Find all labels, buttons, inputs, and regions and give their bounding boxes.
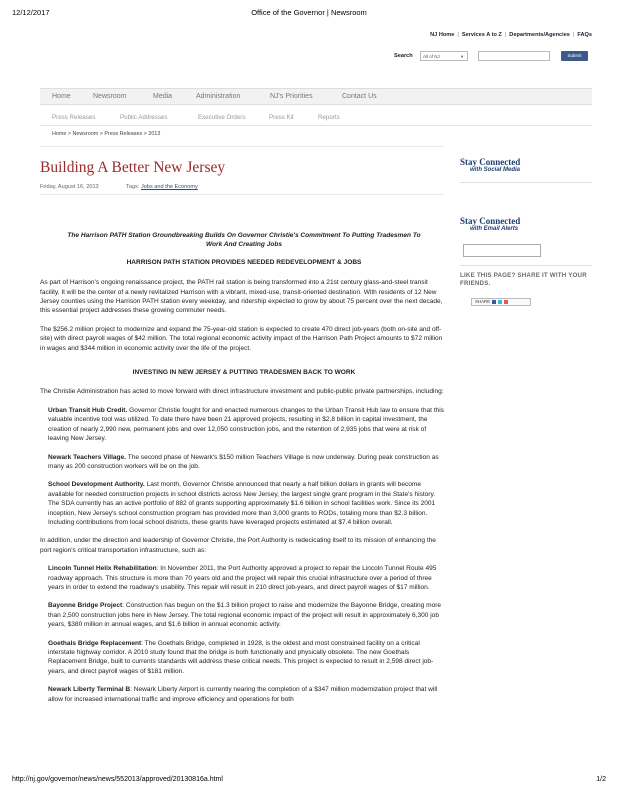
item-text: : Newark Liberty Airport is currently nearing the completion of a $347 million modernization project that will allow for increased international traffic and improve efficiency and operations for both	[48, 686, 438, 703]
print-url: http://nj.gov/governor/news/news/552013/approved/20130816a.html	[12, 776, 223, 783]
print-footer	[12, 776, 606, 786]
paragraph: As part of Harrison's ongoing renaissance project, the PATH rail station is being transformed into a 21st century glass-and-steel transit facility. It will be the center of a newly revitalized Harrison with a vibrant, mixed-use, transit-oriented destination. With residents of 12 New Jersey counties using the Harrison PATH station every weekday, and ridership expected to grow by about 75 percent over the next decade, this essential project addresses these growing commuter needs.	[40, 279, 443, 315]
faqs-link[interactable]: FAQs	[577, 32, 592, 38]
services-link[interactable]: Services A to Z	[461, 32, 502, 38]
email-input[interactable]	[463, 244, 541, 257]
subnav-press-releases[interactable]: Press Releases	[52, 114, 96, 121]
email-icon	[504, 300, 508, 304]
item-label: School Development Authority.	[48, 481, 145, 489]
subnav-press-kit[interactable]: Press Kit	[269, 114, 294, 121]
list-item	[48, 685, 448, 704]
chevron-down-icon: ▼	[460, 54, 464, 59]
article-date: Friday, August 16, 2013	[40, 184, 99, 190]
facebook-icon	[492, 300, 496, 304]
nav-newsroom[interactable]: Newsroom	[93, 93, 127, 100]
search-label: Search	[394, 53, 413, 59]
social-title: Stay Connected	[460, 157, 521, 167]
section-heading: INVESTING IN NEW JERSEY & PUTTING TRADESMEN BACK TO WORK	[132, 369, 356, 377]
item-label: Goethals Bridge Replacement	[48, 639, 142, 647]
item-label: Lincoln Tunnel Helix Rehabilitation	[48, 565, 157, 573]
item-text: Governor Christie fought for and enacted numerous changes to the Urban Transit Hub law to ensure that this valuable incentive tool was utilized. To date there have been 21 approved projects, resulting in $2.8 billion in capital investment, the creation of nearly 2,990 new, permanent jobs and over 12,050 construction jobs, and the retention of 2,935 jobs that were at risk of leaving New Jersey.	[48, 406, 444, 443]
nav-contact[interactable]: Contact Us	[342, 93, 377, 100]
article-body	[40, 231, 448, 713]
tag-link[interactable]: Jobs and the Economy	[140, 184, 198, 190]
print-date: 12/12/2017	[12, 8, 50, 17]
item-text: : Construction has begun on the $1.3 billion project to raise and modernize the Bayonne Bridge, creating more than 2,500 construction jobs here in New Jersey. The total regional economic impact of the project will result in approximately 6,300 job years, $380 million in annual wages, and $1.6 billion in annual economic activity.	[48, 602, 442, 629]
twitter-icon	[498, 300, 502, 304]
social-subtitle[interactable]: with Social Media	[470, 167, 521, 173]
item-label: Newark Liberty Terminal B	[48, 686, 131, 694]
page-title: Building A Better New Jersey	[40, 159, 226, 176]
list-item	[48, 564, 448, 592]
subnav-executive-orders[interactable]: Executive Orders	[198, 114, 246, 121]
share-label: SHARE	[475, 299, 491, 304]
item-label: Newark Teachers Village.	[48, 453, 126, 461]
subnav-reports[interactable]: Reports	[318, 114, 340, 121]
sidebar-divider	[460, 265, 592, 266]
item-text: Last month, Governor Christie announced that nearly a half billion dollars in grants will become available for needed construction projects in school districts across New Jersey, the largest single grant program in the State's history. The SDA currently has an active portfolio of 882 of grants supporting approximately $1.6 billion in school facilities work. Since its 2001 inception, New Jersey's school construction program has provided more than 3,000 grants to RODs, totaling more than $2.3 billion. Including contributions from local school districts, these grants have leveraged projects estimated at $7.4 billion overall.	[48, 481, 436, 526]
nav-priorities[interactable]: NJ's Priorities	[270, 93, 313, 100]
share-prompt: LIKE THIS PAGE? SHARE IT WITH YOUR FRIENDS.	[460, 272, 587, 287]
item-label: Bayonne Bridge Project	[48, 602, 123, 610]
main-nav	[40, 88, 592, 105]
departments-link[interactable]: Departments/Agencies	[509, 32, 570, 38]
search-submit-button[interactable]: Submit	[561, 51, 588, 61]
item-text: : The Goethals Bridge, completed in 1928, is the oldest and most constrained facility on a critical interstate highway corridor. A 2010 study found that the bridge is both functionally and physically obsolete. The new Goethals Replacement Bridge, built to currents standards will address these critical needs. This project is expected to result in 2,598 direct job-years, and direct payroll wages of $181 million.	[48, 639, 434, 675]
item-label: Urban Transit Hub Credit.	[48, 406, 128, 414]
item-text: : In November 2011, the Port Authority approved a project to repair the Lincoln Tunnel Route 495 roadway approach. This structure is more than 70 years old and the project will repair this crucial infrastructure over a period of three years in order to extend the roadway's usability. This repair will result in 210 direct job-years, and direct payroll wages of $17 million.	[48, 565, 437, 591]
paragraph: In addition, under the direction and leadership of Governor Christie, the Port Authority is redecicating itself to its mission of enhancing the port region's critical transportation infrastructure, such as:	[40, 537, 436, 554]
paragraph: The Christie Administration has acted to move forward with direct infrastructure investment and public-public private partnerships, including:	[40, 388, 444, 396]
search-input[interactable]	[478, 51, 550, 61]
nj-home-link[interactable]: NJ Home	[430, 32, 455, 38]
social-media-box	[460, 157, 590, 173]
list-item	[48, 453, 448, 472]
nav-home[interactable]: Home	[52, 93, 71, 100]
search-scope-value: All of NJ	[423, 54, 440, 59]
print-page-title: Office of the Governor | Newsroom	[251, 8, 367, 17]
article-subhead: The Harrison PATH Station Groundbreaking Builds On Governor Christie's Commitment To Putting Tradesmen To Work And Creating Jobs	[67, 232, 421, 249]
sidebar-divider	[460, 182, 592, 183]
list-item	[48, 601, 448, 629]
subnav-public-addresses[interactable]: Public Addresses	[120, 114, 168, 121]
search-bar	[394, 51, 594, 63]
print-header	[12, 8, 606, 20]
article-headline-caps: HARRISON PATH STATION PROVIDES NEEDED REDEVELOPMENT & JOBS	[126, 258, 362, 266]
page-number: 1/2	[596, 776, 606, 783]
share-button[interactable]	[471, 298, 531, 306]
breadcrumb[interactable]: Home > Newsroom > Press Releases > 2013	[52, 131, 161, 137]
list-item	[48, 480, 448, 527]
paragraph: The $256.2 million project to modernize and expand the 75-year-old station is expected to create 470 direct job-years (both on-site and off-site) with direct payroll wages of $42 million. The total regional economic activity impact of the Harrison Path Project amounts to $72 million in wages and $344 million in economic activity over the life of the project.	[40, 325, 443, 352]
article-meta	[40, 184, 198, 190]
email-title: Stay Connected	[460, 216, 521, 226]
nav-media[interactable]: Media	[153, 93, 173, 100]
meta-divider	[40, 194, 444, 195]
nav-administration[interactable]: Administration	[196, 93, 241, 100]
search-scope-select[interactable]	[420, 51, 468, 61]
utility-links: NJ Home | Services A to Z | Departments/Agencies | FAQs	[430, 32, 592, 38]
list-item	[48, 639, 448, 677]
email-subtitle[interactable]: with Email Alerts	[470, 226, 519, 232]
list-item	[48, 406, 448, 444]
email-alerts-box	[460, 216, 590, 232]
tags-label: Tags:	[126, 184, 140, 190]
content-divider	[40, 146, 444, 147]
item-text: The second phase of Newark's $150 million Teachers Village is now underway. During peak construction as many as 200 construction workers will be on the job.	[48, 453, 439, 470]
